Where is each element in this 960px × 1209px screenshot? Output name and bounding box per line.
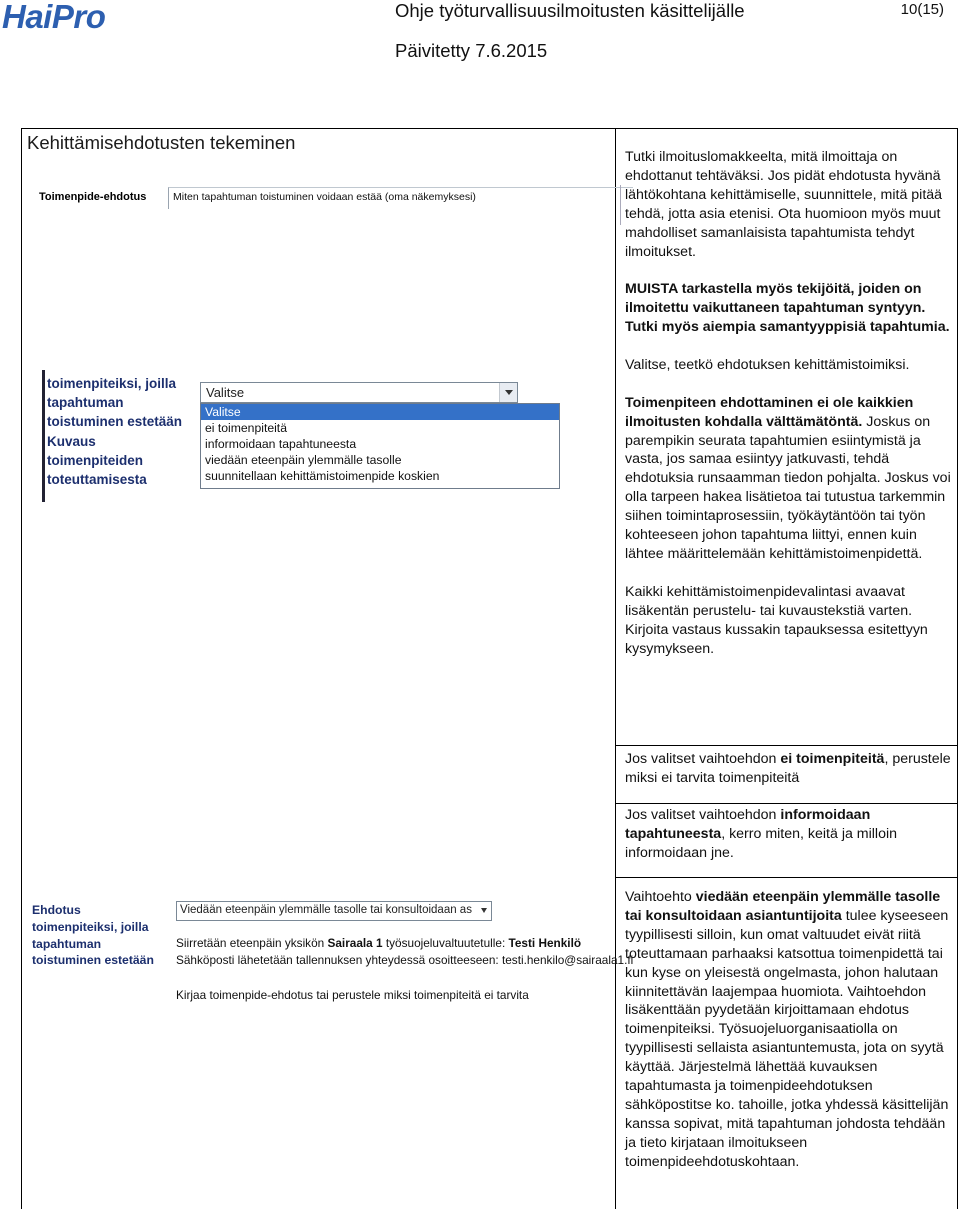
action-select[interactable]	[200, 382, 518, 403]
text: työsuojeluvaltuutetulle:	[382, 936, 509, 950]
action-select-screenshot	[42, 370, 562, 502]
haipro-logo: HaiPro	[2, 0, 106, 35]
escalation-label	[32, 902, 154, 969]
dropdown-option[interactable]: Valitse	[201, 404, 559, 420]
description-label	[47, 432, 147, 489]
label-line: Kuvaus	[47, 434, 96, 449]
text: Jos valitset vaihtoehdon	[625, 751, 781, 767]
label-line: toistuminen estetään	[47, 414, 183, 429]
instructions-block-1	[625, 148, 955, 658]
row-divider-1	[615, 745, 958, 746]
forward-info	[176, 936, 581, 950]
escalation-select[interactable]	[176, 901, 492, 921]
proposal-instruction: Kirjaa toimenpide-ehdotus tai perustele miksi toimenpiteitä ei tarvita	[176, 988, 529, 1002]
dropdown-option[interactable]: viedään eteenpäin ylemmälle tasolle	[205, 453, 402, 467]
text: Joskus on parempikin seurata tapahtumien esiintymistä ja vasta, jos samaa esiintyy jatkuvasti, tehdä ehdotuksia runsaamman tiedon pohjalta. Joskus voi olla tarpeen hakea lisätietoa tai tutustua tarkemmin siihen toimintaprosessiin, työkäytäntöön tai työn kohteeseen johon tapahtuma liittyi, ennen kuin lähtee määrittelemään kehittämistoimenpidettä.	[625, 413, 951, 562]
paragraph	[625, 394, 955, 564]
proposal-input[interactable]	[168, 187, 633, 209]
text: tulee kyseeseen tyypillisesti silloin, kun omat valtuudet eivät riitä toteuttamaan parhaaksi katsottua toimenpidettä tai kun kyse on yleisestä ongelmasta, johon halutaan kiinnitettävän laajempaa huomiota. Vaihtoehdon lisäkenttään pyydetään kirjoittamaan ehdotus toimenpiteiksi. Työsuojeluorganisaatiolla on tyypillisesti sellaista asiantuntemusta, jota on syytä käyttää. Järjestelmä lähettää kuvauksen tapahtumasta ja toimenpideehdotuksen sähköpostitse ko. tahoille, jotka yhdessä käsittelijän kanssa sopivat, mitä tapahtuman johdosta tehdään ja tieto kirjataan ilmoitukseen toimenpideehdotuskohtaan.	[625, 907, 949, 1170]
chevron-down-icon[interactable]	[499, 383, 517, 402]
updated-date: Päivitetty 7.6.2015	[395, 40, 548, 61]
emphasis: viedään eteenpäin ylemmälle tasolle tai konsultoidaan asiantuntijoita	[625, 889, 941, 924]
text: , kerro miten, keitä ja milloin informoidaan jne.	[625, 825, 898, 861]
emphasis: informoidaan tapahtuneesta	[625, 807, 871, 842]
proposal-label: Toimenpide-ehdotus	[39, 191, 147, 203]
label-line: toimenpiteiden	[47, 453, 144, 468]
document-title: Ohje työturvallisuusilmoitusten käsittelijälle	[395, 0, 745, 21]
label-line: toistuminen estetään	[32, 953, 154, 968]
paragraph	[625, 888, 955, 1172]
label-line: Ehdotus	[32, 903, 81, 917]
dropdown-option[interactable]: ei toimenpiteitä	[205, 421, 287, 435]
proposal-input-placeholder: Miten tapahtuman toistuminen voidaan estää (oma näkemyksesi)	[173, 191, 476, 203]
chevron-down-icon[interactable]	[479, 902, 491, 920]
paragraph	[625, 750, 955, 788]
label-line: toteuttamisesta	[47, 472, 147, 487]
column-divider	[615, 128, 616, 1209]
email-info: Sähköposti lähetetään tallennuksen yhteydessä osoitteeseen: testi.henkilo@sairaala1.fi	[176, 953, 634, 967]
text: Siirretään eteenpäin yksikön	[176, 936, 328, 950]
label-line: tapahtuman	[47, 395, 124, 410]
label-line: tapahtuman	[32, 936, 102, 951]
dropdown-option[interactable]: suunnitellaan kehittämistoimenpide koskien	[205, 469, 440, 483]
text: , perustele miksi ei tarvita toimenpiteitä	[625, 751, 951, 786]
action-dropdown-list	[200, 403, 560, 489]
text: Jos valitset vaihtoehdon	[625, 807, 781, 823]
paragraph	[625, 806, 955, 863]
left-bar	[42, 370, 45, 502]
label-line: toimenpiteiksi, joilla	[32, 919, 149, 934]
paragraph: Kaikki kehittämistoimenpidevalintasi avaavat lisäkentän perustelu- tai kuvaustekstiä varten. Kirjoita vastaus kussakin tapauksessa esitettyyn kysymykseen.	[625, 583, 928, 657]
instructions-block-2	[625, 750, 955, 788]
paragraph: Valitse, teetkö ehdotuksen kehittämistoimiksi.	[625, 356, 910, 373]
paragraph: MUISTA tarkastella myös tekijöitä, joiden on ilmoitettu vaikuttaneen tapahtuman syntyyn. Tutki myös aiempia samantyyppisiä tapahtumia.	[625, 281, 950, 336]
dropdown-option[interactable]: informoidaan tapahtuneesta	[205, 437, 357, 451]
section-title: Kehittämisehdotusten tekeminen	[27, 132, 296, 153]
page-number: 10(15)	[900, 1, 944, 18]
escalation-screenshot	[30, 898, 634, 1012]
paragraph: Tutki ilmoituslomakkeelta, mitä ilmoittaja on ehdottanut tehtäväksi. Jos pidät ehdotusta hyvänä lähtökohtana kehittämiselle, suunnittele, mitä pitää tehdä, jotta asia etenisi. Ota huomioon myös muut mahdolliset samanlaisista tapahtumista tehdyt ilmoitukset.	[625, 149, 943, 260]
select-value: Viedään eteenpäin ylemmälle tasolle tai konsultoidaan as	[180, 904, 472, 916]
select-value: Valitse	[206, 385, 245, 400]
text: Vaihtoehto	[625, 889, 696, 905]
emphasis: Toimenpiteen ehdottaminen ei ole kaikkien ilmoitusten kohdalla välttämätöntä.	[625, 394, 914, 430]
instructions-block-4	[625, 888, 955, 1172]
label-line: toimenpiteiksi, joilla	[47, 376, 177, 391]
unit-name: Sairaala 1	[327, 936, 383, 950]
row-divider-2	[615, 803, 958, 804]
recipient-name: Testi Henkilö	[508, 936, 582, 950]
proposal-field-screenshot	[36, 185, 633, 225]
emphasis: ei toimenpiteitä	[780, 751, 885, 767]
action-select-label	[47, 374, 182, 431]
row-divider-3	[615, 877, 958, 878]
instructions-block-3	[625, 806, 955, 863]
